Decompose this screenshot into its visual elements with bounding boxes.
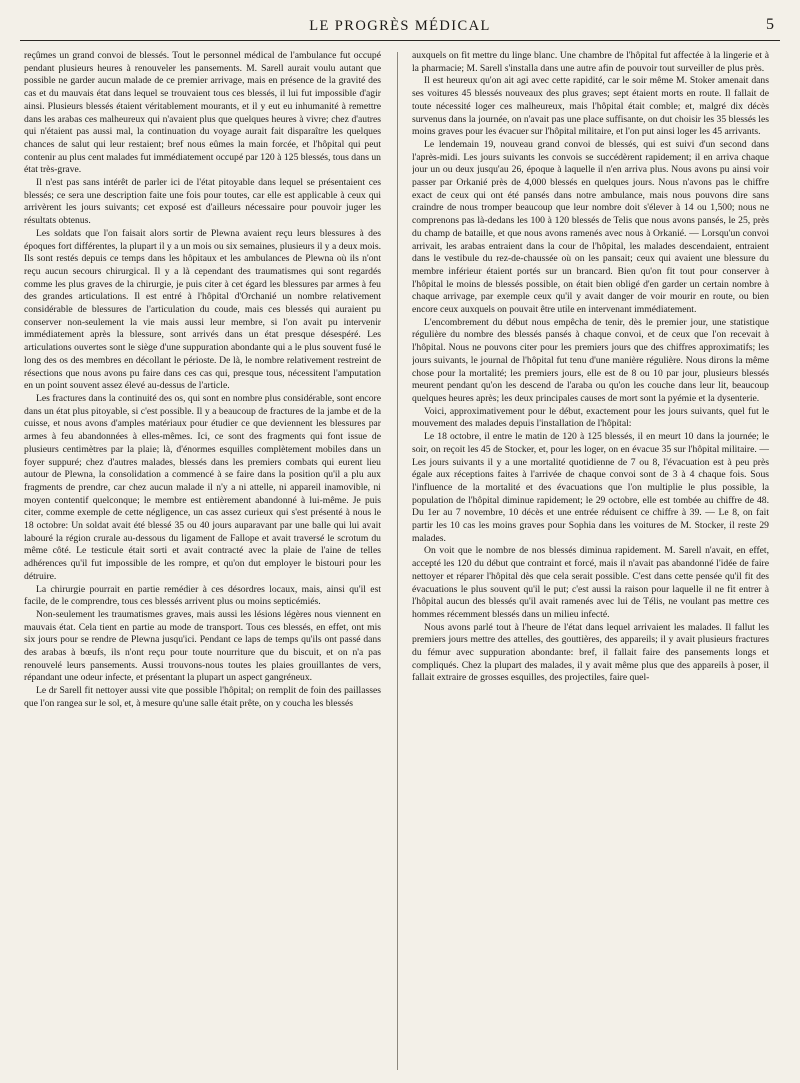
paragraph: On voit que le nombre de nos blessés diminua rapidement. M. Sarell n'avait, en effet, accepté les 120 du début que contraint et forcé, mais il n'avait pas abandonné l'idée de faire nettoyer et réparer l'hôpital dès que cela serait possible. C'est dans cette pensée qu'il fit des évacuations le plus souvent qu'il le put; c'est aussi la raison pour laquelle il ne fit entrer à l'hôpital aucun des blessés qu'il avait ramenés avec lui de Télis, ne voulant pas mettre ces hommes récemment blessés dans un milieu infecté. (412, 545, 769, 620)
journal-title: LE PROGRÈS MÉDICAL (309, 18, 491, 34)
paragraph: reçûmes un grand convoi de blessés. Tout le personnel médical de l'ambulance fut occupé pendant plusieurs heures à renouveler les pansements. M. Sarell aurait voulu autant que possible ne garder aucun malade de ce premier arrivage, mais en présence de la gravité des cas et du mauvais état dans lequel se trouvaient tous ces blessés, il lui fut impossible d'agir ainsi. Plusieurs blessés étaient véritablement mourants, et il y eut eu inhumanité à remettre dans les arabas ces malheureux qui n'avaient plus que quelques heures à vivre; chez d'autres qui n'étaient pas aussi mal, la continuation du voyage aurait fait disparaître les quelques chances de salut qui leur restaient; bref nous eûmes la main forcée, et l'hôpital qui peut contenir au plus cent malades fut immédiatement occupé par 120 à 125 blessés, tous dans un état très-grave. (24, 50, 381, 176)
paragraph: auxquels on fit mettre du linge blanc. Une chambre de l'hôpital fut affectée à la lingerie et à la pharmacie; M. Sarell s'installa dans une autre afin de pouvoir tout surveiller de plus près. (412, 50, 769, 74)
paragraph: Il est heureux qu'on ait agi avec cette rapidité, car le soir même M. Stoker amenait dans ses voitures 45 blessés nouveaux des plus graves; sept étaient morts en route. Il fallait de toute nécessité loger ces malheureux, mais l'hôpital était comble; et, malgré dix décès survenus dans la journée, on n'avait pas une place suffisante, on dut choisir les 35 blessés les moins graves pour les évacuer sur l'hôpital militaire, et l'on put ainsi loger les 45 arrivants. (412, 75, 769, 138)
column-divider (397, 52, 398, 1070)
paragraph: Le 18 octobre, il entre le matin de 120 à 125 blessés, il en meurt 10 dans la journée; le soir, on reçoit les 45 de Stocker, et, pour les loger, on en évacue 35 sur l'hôpital militaire. — Les jours suivants il y a une mortalité quotidienne de 7 ou 8, l'évacuation est à peu près égale aux réceptions faites à l'arrivée de chaque convoi sont de 3 à 4 chaque fois. Sous l'influence de la mortalité et des évacuations que l'on multiplie le plus possible, la population de l'hôpital diminue rapidement; le 29 octobre, elle est tombée au chiffre de 48. Du 1er au 7 novembre, 10 décès et une entrée réduisent ce chiffre à 39. — Le 8, on fait partir les 10 cas les moins graves pour Sophia dans les voitures de M. Stocker, il reste 29 malades. (412, 431, 769, 544)
paragraph: Il n'est pas sans intérêt de parler ici de l'état pitoyable dans lequel se présentaient ces blessés; ce sera une description faite une fois pour toutes, car elle est applicable à ceux qui arrivèrent les jours suivants; cet exposé est d'ailleurs nécessaire pour pouvoir juger les résultats obtenus. (24, 177, 381, 227)
page-number: 5 (766, 16, 774, 33)
left-column (24, 50, 381, 1072)
paragraph: Le lendemain 19, nouveau grand convoi de blessés, qui est suivi d'un second dans l'après-midi. Les jours suivants les convois se succédèrent rapidement; il en arriva chaque jour un ou deux jusqu'au 26, époque à laquelle il n'en arriva plus. Nous avons pu ainsi voir passer par Orkanié près de 4,000 blessés en quelques jours. Nous n'avons pas le chiffre exact de ceux qui ont été pansés dans notre ambulance, mais nous pouvons dire sans craindre de nous tromper beaucoup que leur nombre doit s'élever à 14 ou 1,500; nous ne comprenons pas là-dedans les 100 à 120 blessés de Telis que nous avons pansés, le 25, près du champ de bataille, et que nous avons ramenés avec nous à Orkanié. — Lorsqu'un convoi arrivait, les arabas entraient dans la cour de l'hôpital, les malades descendaient, entraient dans le vestibule du rez-de-chaussée où on les pansait; ceux qui avaient une blessure du membre inférieur étaient portés sur un brancard. Bien qu'on fit tout pour conserver à l'hôpital le moins de blessés possible, on était bien obligé d'en garder un certain nombre à chaque arrivage, par exemple ceux qu'il y avait danger de voir mourir en route, ou bien encore ceux auxquels on pouvait être utile en intervenant immédiatement. (412, 138, 769, 316)
paragraph: Voici, approximativement pour le début, exactement pour les jours suivants, quel fut le mouvement des malades depuis l'installation de l'hôpital: (412, 405, 769, 430)
paragraph: Non-seulement les traumatismes graves, mais aussi les lésions légères nous viennent en mauvais état. Cela tient en partie au mode de transport. Tous ces blessés, en effet, ont mis six jours pour se rendre de Plewna jusqu'ici. Pendant ce laps de temps qu'ils ont passé dans des arabas à bœufs, ils n'ont reçu pour toute nourriture que du biscuit, et on n'a pas renouvelé leurs pansements. Aussi trouvons-nous toutes les plaies grouillantes de vers, répandant une odeur infecte, et présentant la plupart un aspect gangréneux. (24, 608, 381, 684)
paragraph: Le dr Sarell fit nettoyer aussi vite que possible l'hôpital; on remplit de foin des paillasses que l'on rangea sur le sol, et, à mesure qu'une salle était prête, on y coucha les blessés (24, 685, 381, 709)
paragraph: Les soldats que l'on faisait alors sortir de Plewna avaient reçu leurs blessures à des époques fort différentes, la plupart il y a un mois ou six semaines, plusieurs il y a deux mois. Ils sont restés depuis ce temps dans les hôpitaux et les ambulances de Plewna où ils n'ont reçu aucun secours chirurgical. Il y a là cependant des traumatismes qui sont regardés comme les plus graves de la chirurgie, je puis citer à cet égard les blessures par armes à feu des grandes articulations. Il est entré à l'hôpital d'Orchanié un nombre relativement considérable de blessures de l'articulation du coude, mais ces blessés qui auraient pu conserver non-seulement la vie mais aussi leur membre, si l'on avait pu intervenir immédiatement après la blessure, sont arrivés dans un état presque désespéré. Les articulations ouvertes sont le siège d'une suppuration abondante qui a le plus souvent fusé le long des os des membres en décollant le périoste. De là, le nombre relativement restreint de résections que nous avons pu faire dans ces cas qui, presque tous, nécessitent l'amputation en un point souvent assez élevé au-dessus de l'article. (24, 227, 381, 392)
page-header (20, 14, 780, 41)
paragraph: La chirurgie pourrait en partie remédier à ces désordres locaux, mais, ainsi qu'il est facile, de le comprendre, tous ces blessés arrivent plus ou moins septicémiés. (24, 583, 381, 608)
paragraph: Nous avons parlé tout à l'heure de l'état dans lequel arrivaient les malades. Il fallut les premiers jours mettre des attelles, des gouttières, des appareils; il y avait plusieurs fractures du fémur avec suppuration abondante: bref, il fallait faire des pansements longs et compliqués. Chez la plupart des malades, il y avait même plus que des appareils à poser, il fallait extraire de grosses esquilles, des projectiles, faire quel- (412, 621, 769, 684)
paragraph: L'encombrement du début nous empêcha de tenir, dès le premier jour, une statistique régulière du nombre des blessés pansés à chaque convoi, et de ceux que l'on recevait à l'hôpital. Nous ne pouvons citer pour les premiers jours que des chiffres approximatifs; les jours suivants, le journal de l'hôpital fut tenu d'une manière régulière. Nous dirons la même chose pour la mortalité; les premiers jours, elle est de 8 ou 10 par jour, plusieurs blessés meurent pendant qu'on les descend de l'araba ou qu'on les couche dans leur lit, beaucoup quelques heures après; les deux principales causes de mort sont la pyémie et la dysenterie. (412, 316, 769, 404)
paragraph: Les fractures dans la continuité des os, qui sont en nombre plus considérable, sont encore dans un état plus pitoyable, si c'est possible. Il y a beaucoup de fractures de la jambe et de la cuisse, et nous avons d'amples matériaux pour étudier ce que deviennent les blessures par armes à feu abandonnées à elles-mêmes. Ici, ce sont des fragments qui font issue de plusieurs centimètres par la plaie; là, d'énormes esquilles complètement mobiles dans un foyer suppuré; chez d'autres malades, blessés dans les premiers combats qui eurent lieu autour de Plewna, la consolidation a commencé à se faire dans la position qu'il a plu aux fragments de prendre, car chez aucun malade il n'y a ni attelle, ni appareil inamovible, ni moyen contentif quelconque; le membre est entièrement abandonné à lui-même. Je puis citer, comme exemple de cette négligence, un cas assez curieux qui s'est présenté à nous le 18 octobre: Un soldat avait été blessé 35 ou 40 jours auparavant par une balle qui lui avait labouré la région crurale au-dessous du ligament de Fallope et avait traversé le scrotum du même côté. Le testicule était sorti et avait contracté avec la plaie de l'aine de telles adhérences qu'il fut impossible de les rompre, et qu'on dut employer le bistouri pour les détruire. (24, 392, 381, 582)
right-column (412, 50, 769, 1072)
